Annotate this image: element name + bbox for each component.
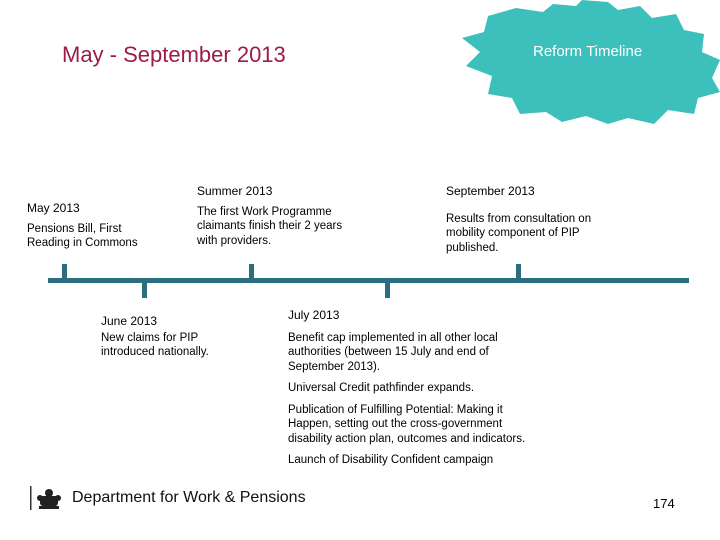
event-june-2013 (101, 314, 231, 367)
cog-badge-icon (458, 0, 720, 124)
event-may-2013 (27, 201, 157, 258)
tick-september (516, 264, 521, 280)
event-heading: May 2013 (27, 201, 80, 215)
reform-timeline-label: Reform Timeline (533, 43, 643, 60)
tick-summer (249, 264, 254, 280)
tick-june (142, 281, 147, 298)
event-summer-2013 (197, 184, 349, 255)
event-heading: Summer 2013 (197, 184, 273, 198)
page-title: May - September 2013 (62, 42, 286, 67)
event-july-2013 (288, 308, 544, 475)
event-text: New claims for PIP introduced nationally. (101, 331, 209, 358)
event-heading: September 2013 (446, 184, 535, 198)
event-text: The first Work Programme claimants finish their 2 years with providers. (197, 205, 343, 247)
footer-organisation: Department for Work & Pensions (72, 489, 306, 506)
event-september-2013 (446, 184, 606, 262)
event-heading: July 2013 (288, 308, 340, 322)
event-text: Universal Credit pathfinder expands. (288, 382, 475, 394)
event-text: Pensions Bill, First Reading in Commons (27, 222, 138, 249)
event-text: Publication of Fulfilling Potential: Making it Happen, setting out the cross-government disability action plan, outcomes and indicators. (288, 403, 526, 445)
page-number: 174 (653, 496, 675, 511)
event-text: Launch of Disability Confident campaign (288, 454, 494, 466)
event-text: Results from consultation on mobility component of PIP published. (446, 212, 592, 254)
tick-may (62, 264, 67, 280)
event-text: Benefit cap implemented in all other local authorities (between 15 July and end of September 2013). (288, 331, 498, 373)
event-heading: June 2013 (101, 314, 158, 328)
tick-july (385, 281, 390, 298)
